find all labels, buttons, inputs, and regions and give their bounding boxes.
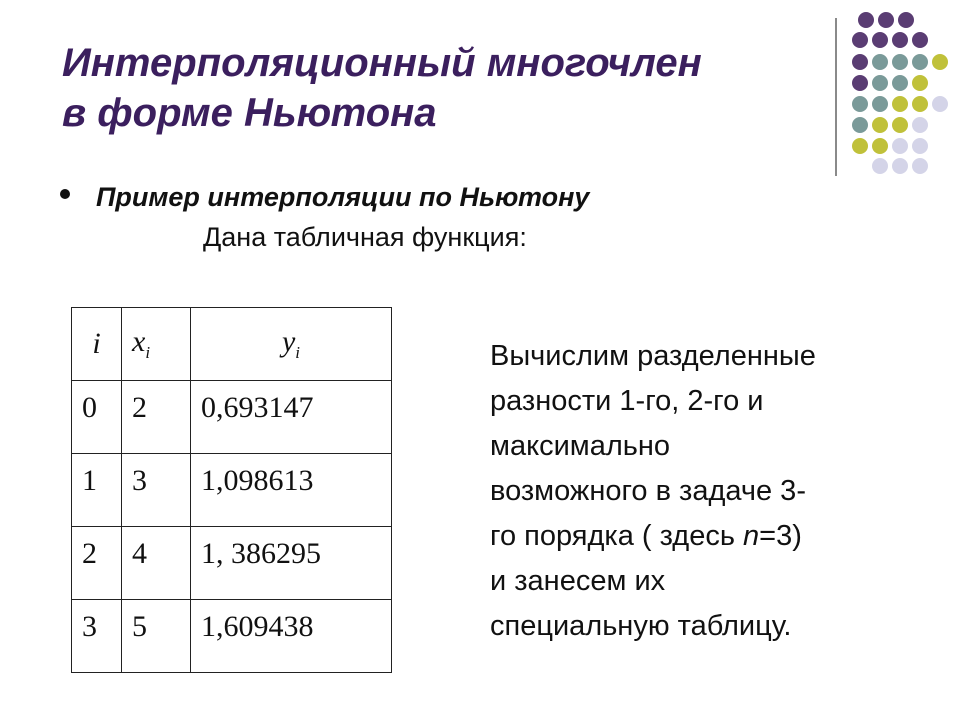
explanation-paragraph [490,334,930,649]
decor-dot [858,12,874,28]
decor-dot [892,96,908,112]
cell-x: 4 [122,527,191,600]
decor-dot [872,158,888,174]
cell-i: 3 [72,600,122,673]
decor-dot [912,75,928,91]
para-line-5: го порядка ( здесь n=3) [490,520,802,552]
decor-dot [872,32,888,48]
function-table [71,307,392,673]
cell-y: 1, 386295 [191,527,392,600]
bullet-text: Пример интерполяции по Ньютону [96,182,590,212]
decor-dot [852,54,868,70]
decor-dot [852,138,868,154]
decor-dot [872,96,888,112]
decor-dot [912,32,928,48]
decor-dot [872,54,888,70]
decor-dot [912,138,928,154]
header-y: $y_i$ [191,308,392,381]
cell-x: 3 [122,454,191,527]
cell-x: 2 [122,381,191,454]
decor-dot [892,32,908,48]
decor-dot [912,96,928,112]
para-line-2: разности 1-го, 2-го и [490,385,764,417]
header-i: i [72,308,122,381]
table-row [72,600,392,673]
para-line-3: максимально [490,430,671,462]
table-row [72,454,392,527]
cell-i: 2 [72,527,122,600]
decorative-dot-grid [852,12,952,162]
para-line-1: Вычислим разделенные [490,340,816,372]
slide-title [62,38,822,138]
decor-dot [932,54,948,70]
decor-dot [892,158,908,174]
bullet-point [60,189,70,199]
decor-dot [878,12,894,28]
title-line-2: в форме Ньютона [62,91,437,135]
decor-dot [912,54,928,70]
decor-dot [852,96,868,112]
table-header-row [72,308,392,381]
decor-dot [932,96,948,112]
decor-dot [892,117,908,133]
header-x: $x_i$ [122,308,191,381]
cell-i: 1 [72,454,122,527]
decor-dot [892,54,908,70]
cell-i: 0 [72,381,122,454]
para-line-7: специальную таблицу. [490,610,792,642]
para-line-4: возможного в задаче 3- [490,475,806,507]
para-line-6: и занесем их [490,565,666,597]
decor-dot [872,117,888,133]
decorative-divider [835,18,837,176]
given-text: Дана табличная функция: [203,222,527,252]
decor-dot [872,138,888,154]
table-row [72,527,392,600]
decor-dot [892,138,908,154]
table-row [72,381,392,454]
decor-dot [912,158,928,174]
cell-y: 1,609438 [191,600,392,673]
decor-dot [852,75,868,91]
decor-dot [912,117,928,133]
cell-x: 5 [122,600,191,673]
decor-dot [852,117,868,133]
decor-dot [872,75,888,91]
decor-dot [892,75,908,91]
cell-y: 0,693147 [191,381,392,454]
title-line-1: Интерполяционный многочлен [62,41,702,85]
decor-dot [852,32,868,48]
decor-dot [898,12,914,28]
cell-y: 1,098613 [191,454,392,527]
